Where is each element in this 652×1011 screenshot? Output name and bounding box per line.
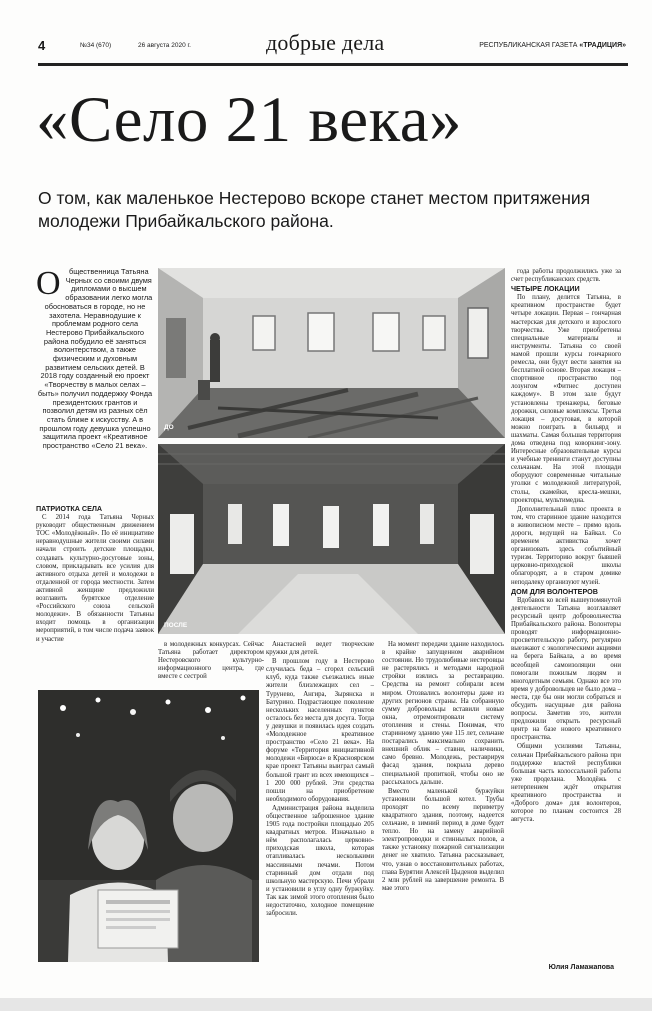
column-2 — [158, 641, 264, 681]
newspaper-title: «ТРАДИЦИЯ» — [579, 42, 626, 49]
issue-date: 26 августа 2020 г. — [138, 42, 191, 49]
article-subtitle: О том, как маленькое Нестерово вскоре станет местом притяжения молодежи Прибайкальского района. — [38, 188, 591, 231]
column-4 — [382, 641, 504, 971]
page-number: 4 — [38, 38, 46, 53]
lead-text: бщественница Татьяна Черных со своими двумя дипломами о высшем образовании легко могла обосноваться в городе, но не захотела. Неравнодушие к проблемам родного села Нестерово Прибайкальского района побудило её заняться волонтерством, а также физическим и духовным развитием сельских детей. В 2018 году созданный ею проект «Творчеству в малых селах – быть» получил поддержку Фонда президентских грантов и позволил детям из разных сёл стать ближе к искусству. А в прошлом году девушка успешно защитила проект «Креативное пространство «Село 21 века». — [37, 268, 153, 451]
paragraph: По плану, делится Татьяна, в креативном пространстве будет четыре локации. Первая – гончарная мастерская для детского и взрослого творчества. Уже приобретены специальные материалы и инструменты. Татьяна со своей мамой прошли курсы гончарного ремесла, они будут вести занятия на бесплатной основе. Вторая локация – спортивное пространство под лозунгом «Фитнес доступен каждому». В этом зале будут установлены тренажеры, беговые дорожки, силовые комплексы. Третья локация – досуговая, в которой можно поиграть в бильярд и шахматы. Самая большая территория дома отведена под коворкинг-зону. Интересные образовательные курсы и учебные тренинги станут доступны сельчанам. На этой площади оборудуют современные читальные уголки с молодежной литературой, столы, скамейки, кресла-мешки, проекторы, мультимедиа. — [511, 294, 621, 504]
article-title: «Село 21 века» — [36, 84, 463, 156]
section-rubric: добрые дела — [266, 30, 385, 55]
portrait-photo-image — [38, 690, 259, 962]
paragraph: Вместо маленькой буржуйки установили большой котел. Трубы проходят по всему периметру квадратного здания, поэтому, надеется сельчане, в зимний период в доме будет тепло. Но на замену аварийной электропроводки и стиннылых полов, а также установку пожарной сигнализации денег не хватило. Татьяна рассказывает, что, узнав о восстановительных работах, глава Бурятии Алексей Цыденов выделил 2 млн рублей на завершение ремонта. В мае этого — [382, 787, 504, 892]
newspaper-name — [479, 42, 626, 49]
bottom-edge — [0, 998, 652, 1011]
photo-after-renovation — [158, 444, 505, 634]
paragraph: С 2014 года Татьяна Черных руководит общественным движением ТОС «Молодёжный». По её инициативе неравнодушные жители своими силами начали строить детские площадки, создавать культурно-досуговые зоны, словом, прикладывать все усилия для активного отдыха детей и молодежи в отдаленной от города местности. Затем активной женщине предложили возглавить бурятское отделение «Российского союза сельской молодежи». В обязанности Татьяны входит помощь в организации мероприятий, в том числе подача заявок и участие — [36, 514, 154, 643]
column-5 — [511, 268, 621, 961]
column-1 — [36, 505, 154, 685]
photo-tatiana — [38, 690, 259, 962]
paragraph: в молодежных конкурсах. Сейчас Татьяна работает директором Нестеровского культурно-информационного центра, где вместе с сестрой — [158, 641, 264, 681]
section-heading-patriot: ПАТРИОТКА СЕЛА — [36, 505, 103, 513]
before-photo-image — [158, 268, 505, 438]
before-label: ДО — [164, 424, 174, 431]
paragraph: Общими усилиями Татьяны, сельчан Прибайкальского района при поддержке властей республики большая часть колоссальной работы уже проделана. Молодёжь с нетерпением ждёт открытия креативного пространства и «Доброго дома» для волонтеров, которое по планам состоится 28 августа. — [511, 743, 621, 824]
page-header — [38, 30, 628, 62]
paragraph: В прошлом году в Нестерово случилась беда – сгорел сельский клуб, куда также съезжались иные жители близлежащих сел – Турунево, Ангира, Зырянска и Батурино. Подрастающее поколение нескольких населенных пунктов осталось без места для досуга. Тогда у девушки и появилась идея создать «Молодежное креативное пространство «Село 21 века». На форуме «Территория инициативной молодежи «Бирюса» в Красноярском крае проект Татьяны выиграл самый большой грант из всех имеющихся – 1 200 000 рублей. Эти средства пошли на приобретение необходимого оборудования. — [266, 658, 374, 803]
paragraph: Администрация района выделила общественное заброшенное здание 1905 года постройки площадью 205 квадратных метров. Изначально в нём располагалась церковно-приходская школа, которая отапливалась несколькими массивными печами. Потом старинный дом отдали под школьную мастерскую. Печи убрали и установили в углу одну буржуйку. Так как зимой этого отопления было недостаточно, холодное помещение забросили. — [266, 804, 374, 918]
article-author: Юлия Ламажапова — [548, 964, 614, 971]
drop-cap: О — [36, 268, 61, 302]
paragraph: Вдобавок ко всей вышеупомянутой деятельности Татьяна возглавляет ресурсный центр добровольчества Прибайкальского района. Волонтеры проводят информационно-просветительскую работу, регулярно выезжают с экологическими акциями на берега Байкала, а во время всеобщей самоизоляции они помогали пожилым людям и многодетным семьям. Однако все это время у добровольцев не было дома – места, где бы они могли собраться и обсудить насущные для района вопросы. Заметив это, жители предложили открыть ресурсный центр на базе нового креативного пространства. — [511, 596, 621, 742]
section-heading-volunteers-house: ДОМ ДЛЯ ВОЛОНТЕРОВ — [511, 586, 598, 596]
column-3 — [266, 641, 374, 961]
paragraph: года работы продолжились уже за счет республиканских средств. — [511, 268, 621, 284]
newspaper-prefix: РЕСПУБЛИКАНСКАЯ ГАЗЕТА — [479, 42, 578, 49]
after-label: ПОСЛЕ — [164, 622, 188, 629]
photo-before-renovation — [158, 268, 505, 438]
header-rule — [38, 63, 628, 66]
paragraph: Дополнительный плюс проекта в том, что старинное здание находится в живописном месте – прямо вдоль дороги, ведущей на Байкал. Со временем активистка хочет организовать здесь событийный туризм. Территорию вокруг бывшей церковно-приходской школы облагородят, а в старом домике неподалеку организуют музей. — [511, 505, 621, 586]
paragraph: На момент передачи здание находилось в крайне запущенном аварийном состоянии. Но трудолюбивые нестеровцы не растерялись и методами народной стройки взялись за реставрацию. Средства на ремонт собирали всем миром. Отозвались волонтеры даже из других регионов страны. На собранную сумму добровольцы вставили новые окна, отремонтировали систему отопления и стены. Понимая, что старинному зданию уже 115 лет, сельчане постарались максимально сохранить внешний облик – ставни, наличники, само бревно. Молодежь, реставрируя фасад здания, покрыла дерево специальной пропиткой, чтобы оно не рассыхалось дальше. — [382, 641, 504, 786]
paragraph: Анастасией ведет творческие кружки для детей. — [266, 641, 374, 657]
section-heading-four-locations: ЧЕТЫРЕ ЛОКАЦИИ — [511, 284, 580, 294]
issue-number: №34 (670) — [80, 42, 112, 49]
article-lead — [36, 268, 154, 500]
after-photo-image — [158, 444, 505, 634]
